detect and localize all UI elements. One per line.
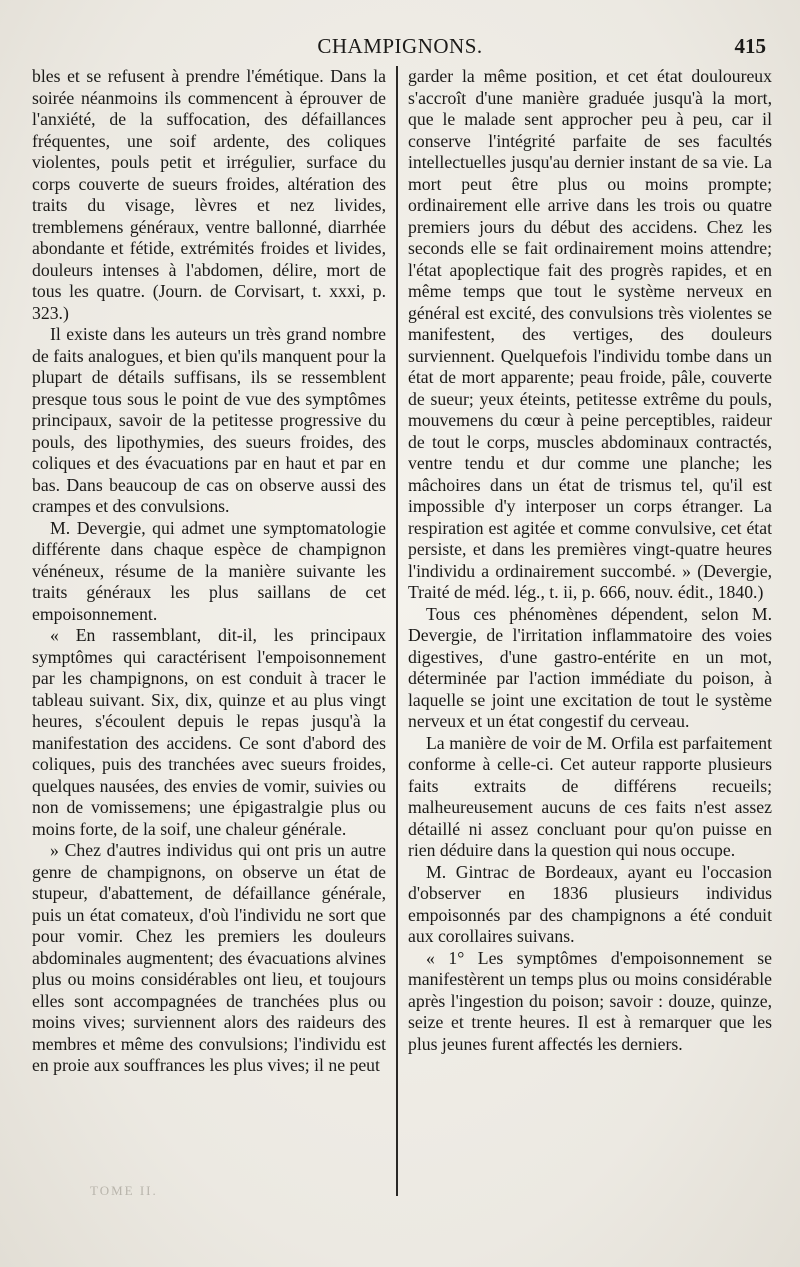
running-head: CHAMPIGNONS. <box>317 34 483 58</box>
left-column <box>32 66 386 1196</box>
page-number: 415 <box>734 34 766 58</box>
column-divider <box>396 66 398 1196</box>
page-header <box>32 34 768 62</box>
paragraph: « 1° Les symptômes d'empoisonnement se manifestèrent un temps plus ou moins considérable après l'ingestion du poison; savoir : douze, quinze, seize et trente heures. Il est à remarquer que les plus jeunes furent affectés les derniers. <box>408 947 772 1054</box>
text-columns <box>32 66 772 1196</box>
bleed-through-text: TOME II. <box>90 1183 158 1198</box>
paragraph: M. Gintrac de Bordeaux, ayant eu l'occasion d'observer en 1836 plusieurs individus empoisonnés par des champignons a été conduit aux corollaires suivans. <box>408 861 772 946</box>
right-column <box>408 66 772 1196</box>
paragraph: « En rassemblant, dit-il, les principaux symptômes qui caractérisent l'empoisonnement par les champignons, on est conduit à tracer le tableau suivant. Six, dix, quinze et au plus vingt heures, s'écoulent depuis le repas jusqu'à la manifestation des accidens. Ce sont d'abord des coliques, puis des tranchées avec sueurs froides, quelques nausées, des envies de vomir, suivies ou non de vomissemens; une épigastralgie plus ou moins forte, de la soif, une chaleur générale. <box>32 625 386 839</box>
paragraph: Tous ces phénomènes dépendent, selon M. Devergie, de l'irritation inflammatoire des voies digestives, d'une gastro-entérite en un mot, déterminée par l'action immédiate du poison, à laquelle se joint une excitation de tout le système nerveux et un état congestif du cerveau. <box>408 603 772 731</box>
paragraph: La manière de voir de M. Orfila est parfaitement conforme à celle-ci. Cet auteur rapporte plusieurs faits extraits de différens recueils; malheureusement aucuns de ces faits n'est assez détaillé ni assez concluant pour qu'on puisse en rien déduire dans la question qui nous occupe. <box>408 732 772 860</box>
paragraph: » Chez d'autres individus qui ont pris un autre genre de champignons, on observe un état de stupeur, d'abattement, de défaillance générale, puis un état comateux, d'où l'individu ne sort que pour vomir. Chez les premiers les douleurs abdominales augmentent; des évacuations alvines plus ou moins considérables ont lieu, et toujours elles sont accompagnées de tranchées plus ou moins vives; surviennent alors des raideurs des membres et même des convulsions; l'individu est en proie aux souffrances les plus vives; il ne peut <box>32 840 386 1075</box>
paragraph: M. Devergie, qui admet une symptomatologie différente dans chaque espèce de champignon vénéneux, résume de la manière suivante les traits généraux les plus saillans de cet empoisonnement. <box>32 517 386 624</box>
paragraph: Il existe dans les auteurs un très grand nombre de faits analogues, et bien qu'ils manquent pour la plupart de détails suffisans, ils se ressemblent presque tous sous le point de vue des symptômes principaux, savoir de la petitesse progressive du pouls, des lipothymies, des sueurs froides, des coliques et des évacuations par en haut et par en bas. Dans beaucoup de cas on observe aussi des crampes et des convulsions. <box>32 324 386 516</box>
paragraph: garder la même position, et cet état douloureux s'accroît d'une manière graduée jusqu'à la mort, que le malade sent approcher peu à peu, car il conserve l'intégrité parfaite de ses facultés intellectuelles jusqu'au dernier instant de sa vie. La mort peut être plus ou moins prompte; ordinairement elle arrive dans les trois ou quatre premiers jours du début des accidens. Chez les seconds elle se fait ordinairement moins attendre; l'état apoplectique fait des progrès rapides, et en même temps que tout le système nerveux en général est excité, des convulsions très violentes se manifestent, des vertiges, des douleurs surviennent. Quelquefois l'individu tombe dans un état de mort apparente; peau froide, pâle, couverte de sueur; yeux éteints, petitesse extrême du pouls, mouvemens du cœur à peine perceptibles, raideur de tout le corps, muscles abdominaux contractés, ventre tendu et dur comme une planche; les mâchoires dans un état de trismus tel, qu'il est impossible d'y interposer un corps étranger. La respiration est agitée et comme convulsive, cet état persiste, et dans les premières vingt-quatre heures l'individu a ordinairement succombé. » (Devergie, Traité de méd. lég., t. ii, p. 666, nouv. édit., 1840.) <box>408 66 772 602</box>
paragraph: bles et se refusent à prendre l'émétique. Dans la soirée néanmoins ils commencent à éprouver de l'anxiété, de la suffocation, des défaillances fréquentes, une soif ardente, des coliques violentes, pouls petit et irrégulier, surface du corps couverte de sueurs froides, altération des traits du visage, lèvres et nez livides, tremblemens généraux, ventre ballonné, diarrhée abondante et fétide, extrémités froides et livides, douleurs intenses à l'abdomen, délire, mort de tous les quatre. (Journ. de Corvisart, t. xxxi, p. 323.) <box>32 66 386 323</box>
